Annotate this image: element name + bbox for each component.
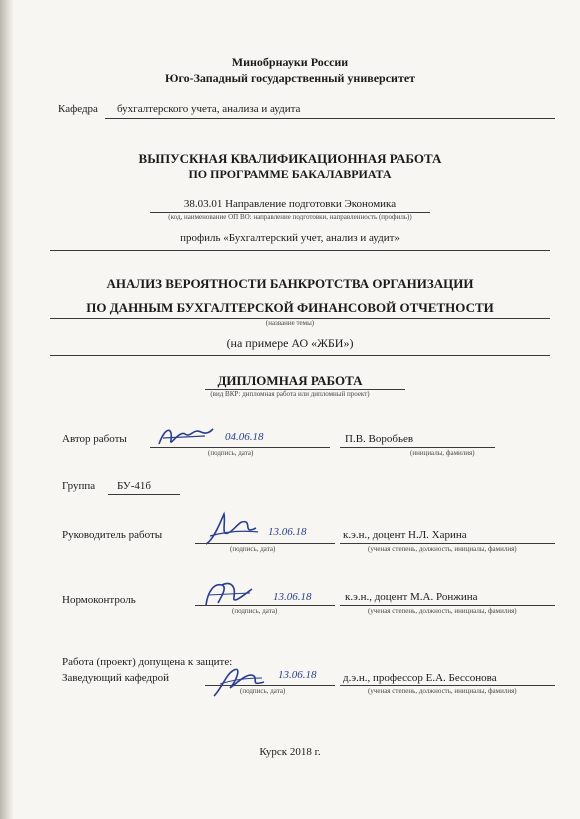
- work-type-line2: ПО ПРОГРАММЕ БАКАЛАВРИАТА: [188, 167, 392, 181]
- author-name: П.В. Воробьев: [345, 433, 414, 445]
- university-name: Юго-Западный государственный университет: [164, 71, 416, 85]
- supervisor-signature: [200, 510, 264, 550]
- author-sign-caption: (подпись, дата): [208, 449, 254, 457]
- topic-example-underline: [50, 355, 550, 356]
- normcontrol-name-caption: (ученая степень, должность, инициалы, фамилия): [368, 607, 517, 615]
- topic-line1: АНАЛИЗ ВЕРОЯТНОСТИ БАНКРОТСТВА ОРГАНИЗАЦИИ: [106, 276, 474, 291]
- head-of-department-label: Заведующий кафедрой: [62, 672, 169, 684]
- work-type-line1: ВЫПУСКНАЯ КВАЛИФИКАЦИОННАЯ РАБОТА: [138, 151, 442, 166]
- supervisor-label: Руководитель работы: [62, 529, 163, 541]
- profile-value: профиль «Бухгалтерский учет, анализ и аудит»: [180, 232, 400, 244]
- author-label: Автор работы: [62, 433, 127, 445]
- author-signature: [155, 422, 215, 450]
- group-label: Группа: [62, 480, 96, 492]
- department-label: Кафедра: [58, 103, 98, 115]
- normcontrol-date: 13.06.18: [273, 591, 312, 603]
- direction-value: 38.03.01 Направление подготовки Экономика: [183, 198, 397, 210]
- author-name-caption: (инициалы, фамилия): [410, 449, 475, 457]
- author-date: 04.06.18: [225, 431, 264, 443]
- head-of-department-name: д.э.н., профессор Е.А. Бессонова: [343, 672, 497, 684]
- page-binding-shadow: [0, 0, 14, 819]
- normcontrol-signature: [200, 577, 260, 611]
- author-name-underline: [340, 447, 495, 448]
- topic-caption: (название темы): [265, 319, 315, 327]
- normcontrol-sign-caption: (подпись, дата): [232, 607, 278, 615]
- supervisor-name-caption: (ученая степень, должность, инициалы, фамилия): [368, 545, 517, 553]
- topic-line2: ПО ДАННЫМ БУХГАЛТЕРСКОЙ ФИНАНСОВОЙ ОТЧЕТНОСТИ: [86, 300, 494, 315]
- department-value: бухгалтерского учета, анализа и аудита: [117, 103, 301, 115]
- admission-line: Работа (проект) допущена к защите:: [62, 656, 233, 668]
- group-underline: [108, 494, 180, 495]
- admission-name-caption: (ученая степень, должность, инициалы, фамилия): [368, 687, 517, 695]
- normcontrol-name: к.э.н., доцент М.А. Ронжина: [345, 591, 478, 603]
- group-value: БУ-41б: [117, 480, 151, 492]
- diploma-caption: (вид ВКР: дипломная работа или дипломный проект): [210, 390, 370, 398]
- diploma-title: ДИПЛОМНАЯ РАБОТА: [217, 373, 363, 388]
- ministry-name: Минобрнауки России: [231, 55, 349, 69]
- supervisor-sign-caption: (подпись, дата): [230, 545, 276, 553]
- normcontrol-name-underline: [340, 605, 555, 606]
- supervisor-name-underline: [340, 543, 555, 544]
- direction-caption: (код, наименование ОП ВО: направление подготовки, направленность (профиль)): [168, 213, 412, 221]
- department-underline: [105, 118, 555, 119]
- topic-example: (на примере АО «ЖБИ»): [226, 336, 354, 350]
- admission-name-underline: [340, 685, 555, 686]
- profile-underline: [50, 250, 550, 251]
- admission-date: 13.06.18: [278, 669, 317, 681]
- supervisor-name: к.э.н., доцент Н.Л. Харина: [343, 529, 467, 541]
- normcontrol-label: Нормоконтроль: [62, 594, 136, 606]
- supervisor-date: 13.06.18: [268, 526, 307, 538]
- admission-sign-caption: (подпись, дата): [240, 687, 286, 695]
- city-year: Курск 2018 г.: [259, 746, 321, 758]
